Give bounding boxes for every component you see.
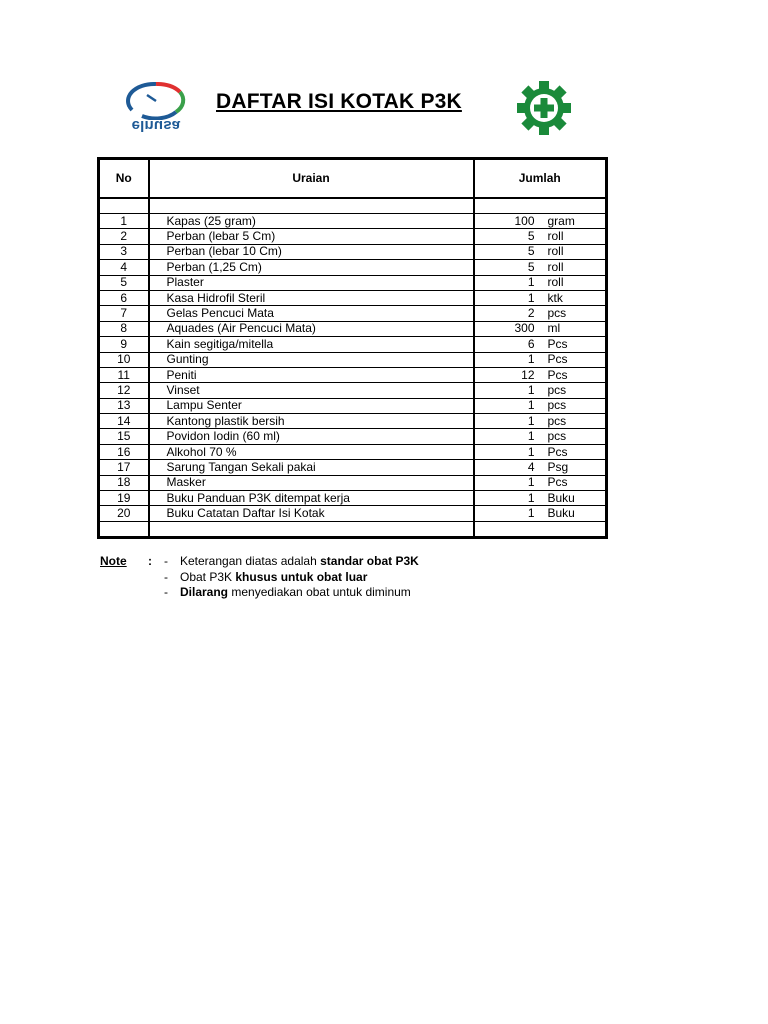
row-unit: ktk <box>547 290 563 305</box>
row-desc: Sarung Tangan Sekali pakai <box>149 460 474 475</box>
row-unit: pcs <box>547 413 567 428</box>
row-no: 3 <box>100 244 149 259</box>
table-row <box>100 491 606 506</box>
row-no: 15 <box>100 429 149 444</box>
row-qty-cell <box>474 275 606 290</box>
row-no: 6 <box>100 290 149 305</box>
table-row <box>100 337 606 352</box>
row-qty: 1 <box>527 413 535 428</box>
row-no: 7 <box>100 306 149 321</box>
table-row <box>100 383 606 398</box>
row-qty-cell <box>474 214 606 229</box>
row-desc: Kain segitiga/mitella <box>149 337 474 352</box>
row-qty-cell <box>474 352 606 367</box>
note-label: Note <box>100 554 127 568</box>
row-unit: Buku <box>547 506 575 521</box>
row-desc: Kasa Hidrofil Steril <box>149 290 474 305</box>
row-desc: Perban (lebar 5 Cm) <box>149 229 474 244</box>
elnusa-ring-icon <box>120 80 192 120</box>
table-row <box>100 260 606 275</box>
note-line-3: - Dilarang menyediakan obat untuk diminum <box>164 585 411 599</box>
table-row <box>100 398 606 413</box>
note-line-1: - Keterangan diatas adalah standar obat P3K <box>164 554 419 568</box>
row-qty-cell <box>474 475 606 490</box>
table-row <box>100 229 606 244</box>
row-no: 9 <box>100 337 149 352</box>
table-row <box>100 214 606 229</box>
table-row <box>100 321 606 336</box>
row-unit: ml <box>547 321 561 336</box>
row-unit: Pcs <box>547 336 568 351</box>
row-qty: 1 <box>527 290 535 305</box>
row-unit: pcs <box>547 306 567 321</box>
row-qty: 1 <box>527 429 535 444</box>
row-no: 17 <box>100 460 149 475</box>
row-qty: 1 <box>527 506 535 521</box>
row-qty: 100 <box>514 213 535 228</box>
row-qty-cell <box>474 398 606 413</box>
row-desc: Alkohol 70 % <box>149 444 474 459</box>
row-qty-cell <box>474 491 606 506</box>
table-row <box>100 475 606 490</box>
table-row <box>100 290 606 305</box>
row-qty: 1 <box>527 444 535 459</box>
row-desc: Peniti <box>149 367 474 382</box>
row-qty-cell <box>474 321 606 336</box>
table-header-row <box>100 160 606 199</box>
row-no: 5 <box>100 275 149 290</box>
table-row <box>100 444 606 459</box>
row-qty-cell <box>474 460 606 475</box>
page-title: DAFTAR ISI KOTAK P3K <box>216 90 462 113</box>
table-row <box>100 367 606 382</box>
row-unit: Pcs <box>547 444 568 459</box>
elnusa-logo-text: elnusa <box>131 117 181 134</box>
row-qty: 5 <box>527 259 535 274</box>
row-desc: Kantong plastik bersih <box>149 414 474 429</box>
row-qty-cell <box>474 244 606 259</box>
row-no: 13 <box>100 398 149 413</box>
elnusa-logo <box>120 80 192 136</box>
row-no: 16 <box>100 444 149 459</box>
note-colon: : <box>148 554 152 568</box>
row-qty-cell <box>474 414 606 429</box>
row-desc: Gunting <box>149 352 474 367</box>
row-qty: 6 <box>527 336 535 351</box>
table-spacer-row <box>100 198 606 214</box>
row-no: 8 <box>100 321 149 336</box>
row-qty-cell <box>474 506 606 521</box>
row-no: 11 <box>100 367 149 382</box>
row-unit: Buku <box>547 490 575 505</box>
table-row <box>100 275 606 290</box>
table-row <box>100 506 606 521</box>
row-qty: 5 <box>527 229 535 244</box>
row-no: 4 <box>100 260 149 275</box>
row-unit: pcs <box>547 398 567 413</box>
row-no: 20 <box>100 506 149 521</box>
row-qty: 1 <box>527 382 535 397</box>
row-unit: Pcs <box>547 352 568 367</box>
row-no: 1 <box>100 214 149 229</box>
row-desc: Masker <box>149 475 474 490</box>
row-desc: Perban (lebar 10 Cm) <box>149 244 474 259</box>
table-row <box>100 429 606 444</box>
row-no: 18 <box>100 475 149 490</box>
row-qty-cell <box>474 306 606 321</box>
table-row <box>100 460 606 475</box>
row-desc: Buku Catatan Daftar Isi Kotak <box>149 506 474 521</box>
row-qty-cell <box>474 444 606 459</box>
safety-gear-cross-icon <box>514 80 574 136</box>
row-qty-cell <box>474 229 606 244</box>
row-desc: Buku Panduan P3K ditempat kerja <box>149 491 474 506</box>
row-unit: gram <box>547 213 575 228</box>
first-aid-items-table <box>97 157 608 539</box>
row-desc: Povidon Iodin (60 ml) <box>149 429 474 444</box>
row-qty: 1 <box>527 352 535 367</box>
row-unit: roll <box>547 229 564 244</box>
row-qty: 1 <box>527 398 535 413</box>
row-qty-cell <box>474 290 606 305</box>
row-desc: Plaster <box>149 275 474 290</box>
row-unit: roll <box>547 275 564 290</box>
table-row <box>100 306 606 321</box>
row-unit: Pcs <box>547 367 568 382</box>
header-no: No <box>100 160 149 199</box>
header-qty: Jumlah <box>474 160 606 199</box>
row-qty-cell <box>474 337 606 352</box>
row-desc: Vinset <box>149 383 474 398</box>
row-qty-cell <box>474 429 606 444</box>
row-no: 10 <box>100 352 149 367</box>
row-unit: roll <box>547 244 564 259</box>
table-row <box>100 244 606 259</box>
row-unit: Pcs <box>547 475 568 490</box>
row-desc: Aquades (Air Pencuci Mata) <box>149 321 474 336</box>
row-qty: 12 <box>521 367 535 382</box>
row-desc: Lampu Senter <box>149 398 474 413</box>
row-qty: 300 <box>514 321 535 336</box>
table-spacer-row <box>100 521 606 536</box>
row-qty: 1 <box>527 275 535 290</box>
row-desc: Perban (1,25 Cm) <box>149 260 474 275</box>
row-unit: Psg <box>547 459 569 474</box>
note-line-2: - Obat P3K khusus untuk obat luar <box>164 569 368 584</box>
row-unit: pcs <box>547 429 567 444</box>
row-no: 14 <box>100 414 149 429</box>
row-no: 19 <box>100 491 149 506</box>
row-desc: Gelas Pencuci Mata <box>149 306 474 321</box>
row-qty-cell <box>474 383 606 398</box>
row-unit: roll <box>547 259 564 274</box>
row-no: 2 <box>100 229 149 244</box>
header-desc: Uraian <box>149 160 474 199</box>
row-qty-cell <box>474 367 606 382</box>
table-row <box>100 352 606 367</box>
k3-logo <box>514 80 574 136</box>
row-qty: 4 <box>527 459 535 474</box>
row-qty: 2 <box>527 306 535 321</box>
row-desc: Kapas (25 gram) <box>149 214 474 229</box>
table-row <box>100 414 606 429</box>
row-no: 12 <box>100 383 149 398</box>
row-qty: 1 <box>527 490 535 505</box>
row-qty-cell <box>474 260 606 275</box>
row-unit: pcs <box>547 382 567 397</box>
row-qty: 5 <box>527 244 535 259</box>
row-qty: 1 <box>527 475 535 490</box>
